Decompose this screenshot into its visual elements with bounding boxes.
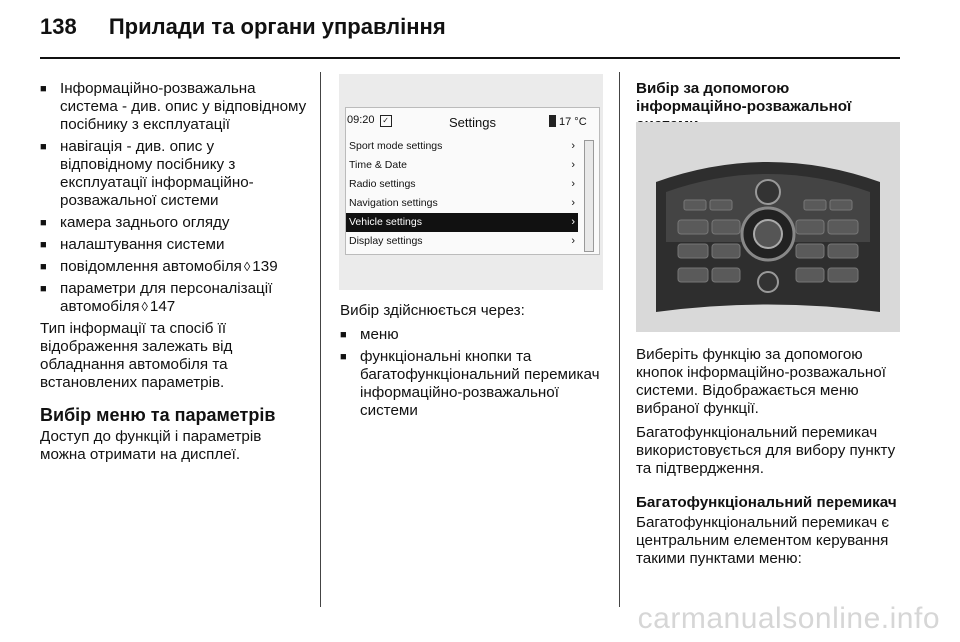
- page-ref-icon: ◊: [141, 299, 148, 314]
- page-ref-link[interactable]: 139: [252, 258, 278, 275]
- thermometer-icon: [549, 115, 556, 127]
- menu-item[interactable]: Navigation settings ›: [346, 194, 578, 213]
- screen-title: Settings: [449, 115, 496, 130]
- chevron-right-icon: ›: [571, 159, 575, 171]
- section-heading: Багатофункціональний перемикач: [636, 494, 897, 511]
- menu-item[interactable]: Time & Date ›: [346, 156, 578, 175]
- list-item: ■ Інформаційно-розважальна система - див. опис у відповідному посібнику з експлуатації: [40, 80, 308, 134]
- page-ref-icon: ◊: [243, 259, 251, 274]
- back-icon: ✓: [380, 115, 392, 127]
- paragraph: Багатофункціональний перемикач використовується для вибору пункту та підтвердження.: [636, 424, 896, 477]
- column-divider-2: [619, 72, 620, 607]
- chevron-right-icon: ›: [571, 235, 575, 247]
- page-ref-link[interactable]: 147: [149, 298, 176, 315]
- paragraph: Виберіть функцію за допомогою кнопок інформаційно-розважальної системи. Відображається меню вибраної функції.: [636, 346, 886, 417]
- scrollbar[interactable]: [584, 140, 594, 252]
- menu-item-selected[interactable]: Vehicle settings ›: [346, 213, 578, 232]
- chevron-right-icon: ›: [571, 197, 575, 209]
- selection-methods-list: [340, 326, 608, 420]
- chevron-right-icon: ›: [571, 140, 575, 152]
- watermark: carmanualsonline.info: [637, 602, 940, 635]
- screen-temperature: 17 °C: [549, 115, 587, 128]
- page-number: 138: [40, 14, 77, 39]
- menu-item[interactable]: Display settings ›: [346, 232, 578, 251]
- list-item: ■ повідомлення автомобіля ◊ 139: [40, 258, 308, 276]
- paragraph: Доступ до функцій і параметрів можна отримати на дисплеї.: [40, 428, 262, 463]
- menu-item[interactable]: Sport mode settings ›: [346, 137, 578, 156]
- chevron-right-icon: ›: [571, 178, 575, 190]
- control-panel-photo: [636, 122, 900, 332]
- paragraph: Багатофункціональний перемикач є центральним елементом керування такими пунктами меню:: [636, 514, 890, 567]
- header-rule: [40, 57, 900, 59]
- column-2: [340, 302, 608, 424]
- list-item: ■ навігація - див. опис у відповідному посібнику з експлуатації інформаційно-розважальної системи: [40, 138, 308, 210]
- list-item: ■ налаштування системи: [40, 236, 308, 254]
- chevron-right-icon: ›: [571, 216, 575, 228]
- section-heading: Вибір за допомогою інформаційно-розважальної: [636, 80, 852, 115]
- list-item: ■ параметри для персоналізації автомобіля ◊ 147: [40, 280, 308, 316]
- settings-menu: [346, 137, 578, 251]
- page-header: [40, 14, 446, 40]
- menu-item[interactable]: Radio settings ›: [346, 175, 578, 194]
- feature-list: [40, 80, 308, 316]
- page-title: Прилади та органи управління: [108, 14, 446, 39]
- paragraph: Вибір здійснюється через:: [340, 302, 525, 319]
- screen-clock: 09:20 ✓: [347, 114, 392, 127]
- section-heading: Вибір меню та параметрів: [40, 405, 276, 425]
- column-divider-1: [320, 72, 321, 607]
- list-item: ■ меню: [340, 326, 608, 344]
- list-item: ■ функціональні кнопки та багатофункціональний перемикач інформаційно-розважальної системи: [340, 348, 608, 420]
- settings-screen-illustration: [339, 74, 603, 290]
- paragraph: Тип інформації та спосіб її відображення залежать від обладнання автомобіля та встановлених параметрів.: [40, 320, 233, 391]
- column-1: [40, 80, 308, 470]
- list-item: ■ камера заднього огляду: [40, 214, 308, 232]
- control-panel-illustration: [636, 122, 900, 332]
- column-3-lower: [636, 346, 900, 574]
